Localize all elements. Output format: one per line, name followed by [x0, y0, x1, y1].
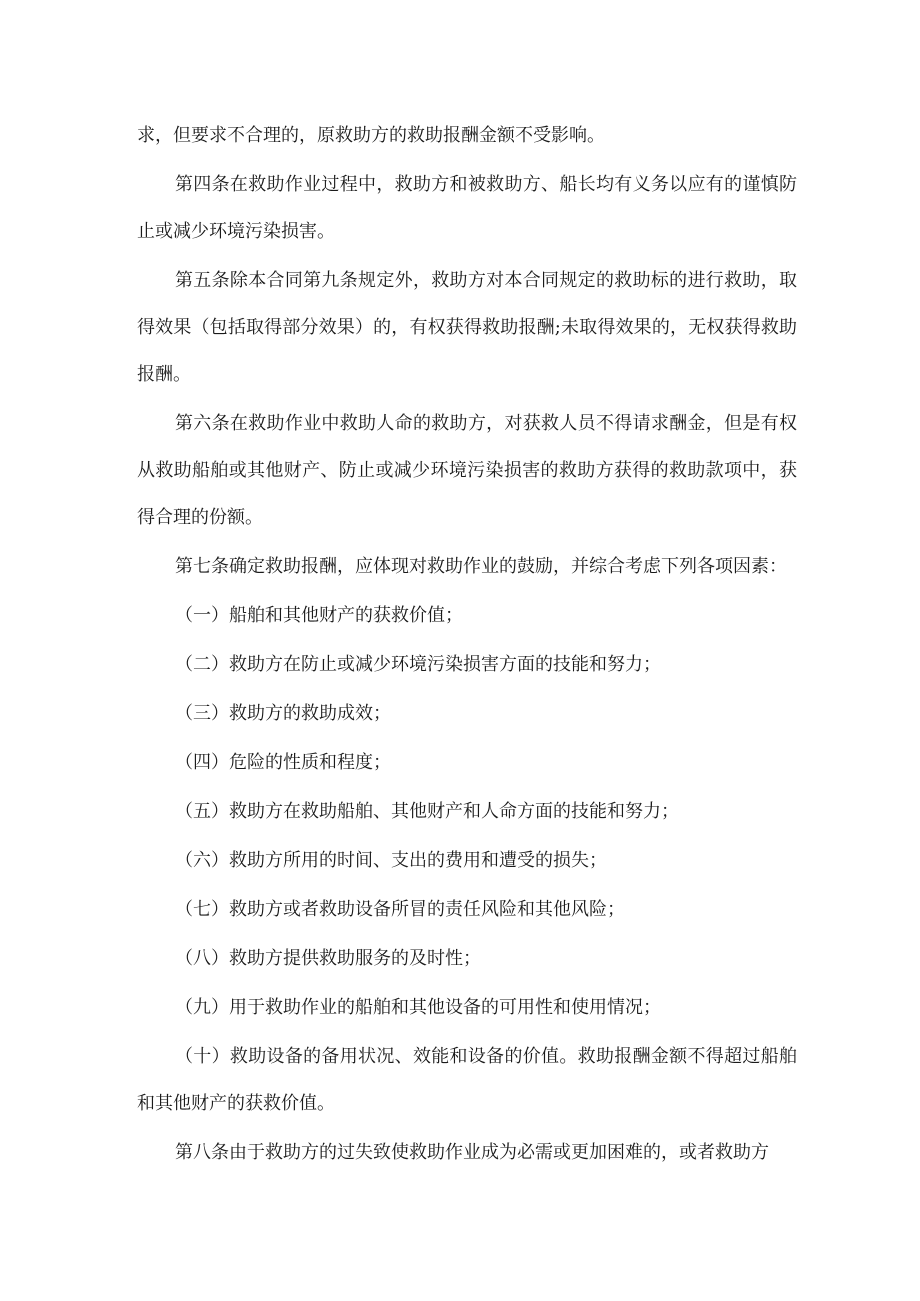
- factor-item-6: （六）救助方所用的时间、支出的费用和遭受的损失；: [175, 850, 607, 871]
- article-6-paragraph: 第六条在救助作业中救助人命的救助方，对获救人员不得请求酬金，但是有权从救助船舶或其他财产、防止或减少环境污染损害的救助方获得的救助款项中，获得合理的份额。: [137, 413, 797, 528]
- article-7-paragraph: 第七条确定救助报酬，应体现对救助作业的鼓励，并综合考虑下列各项因素：: [175, 556, 787, 577]
- factor-item-4: （四）危险的性质和程度；: [175, 752, 391, 773]
- factor-item-1: （一）船舶和其他财产的获救价值；: [175, 605, 463, 626]
- article-5-paragraph: 第五条除本合同第九条规定外，救助方对本合同规定的救助标的进行救助，取得效果（包括取得部分效果）的，有权获得救助报酬;未取得效果的，无权获得救助报酬。: [137, 270, 797, 385]
- article-8-paragraph: 第八条由于救助方的过失致使救助作业成为必需或更加困难的，或者救助方: [175, 1142, 769, 1163]
- factor-item-8: （八）救助方提供救助服务的及时性；: [175, 948, 481, 969]
- factor-item-7: （七）救助方或者救助设备所冒的责任风险和其他风险；: [175, 899, 625, 920]
- factor-item-2: （二）救助方在防止或减少环境污染损害方面的技能和努力；: [175, 654, 661, 675]
- factor-item-3: （三）救助方的救助成效；: [175, 703, 391, 724]
- factor-list: [137, 592, 797, 1127]
- article-4-paragraph: 第四条在救助作业过程中，救助方和被救助方、船长均有义务以应有的谨慎防止或减少环境污染损害。: [137, 174, 797, 242]
- factor-item-10: （十）救助设备的备用状况、效能和设备的价值。救助报酬金额不得超过船舶和其他财产的获救价值。: [137, 1046, 797, 1114]
- factor-item-9: （九）用于救助作业的船舶和其他设备的可用性和使用情况；: [175, 997, 661, 1018]
- document-body: [137, 112, 797, 1178]
- factor-item-5: （五）救助方在救助船舶、其他财产和人命方面的技能和努力；: [175, 801, 679, 822]
- paragraph-continuation: 求，但要求不合理的，原救助方的救助报酬金额不受影响。: [137, 125, 605, 146]
